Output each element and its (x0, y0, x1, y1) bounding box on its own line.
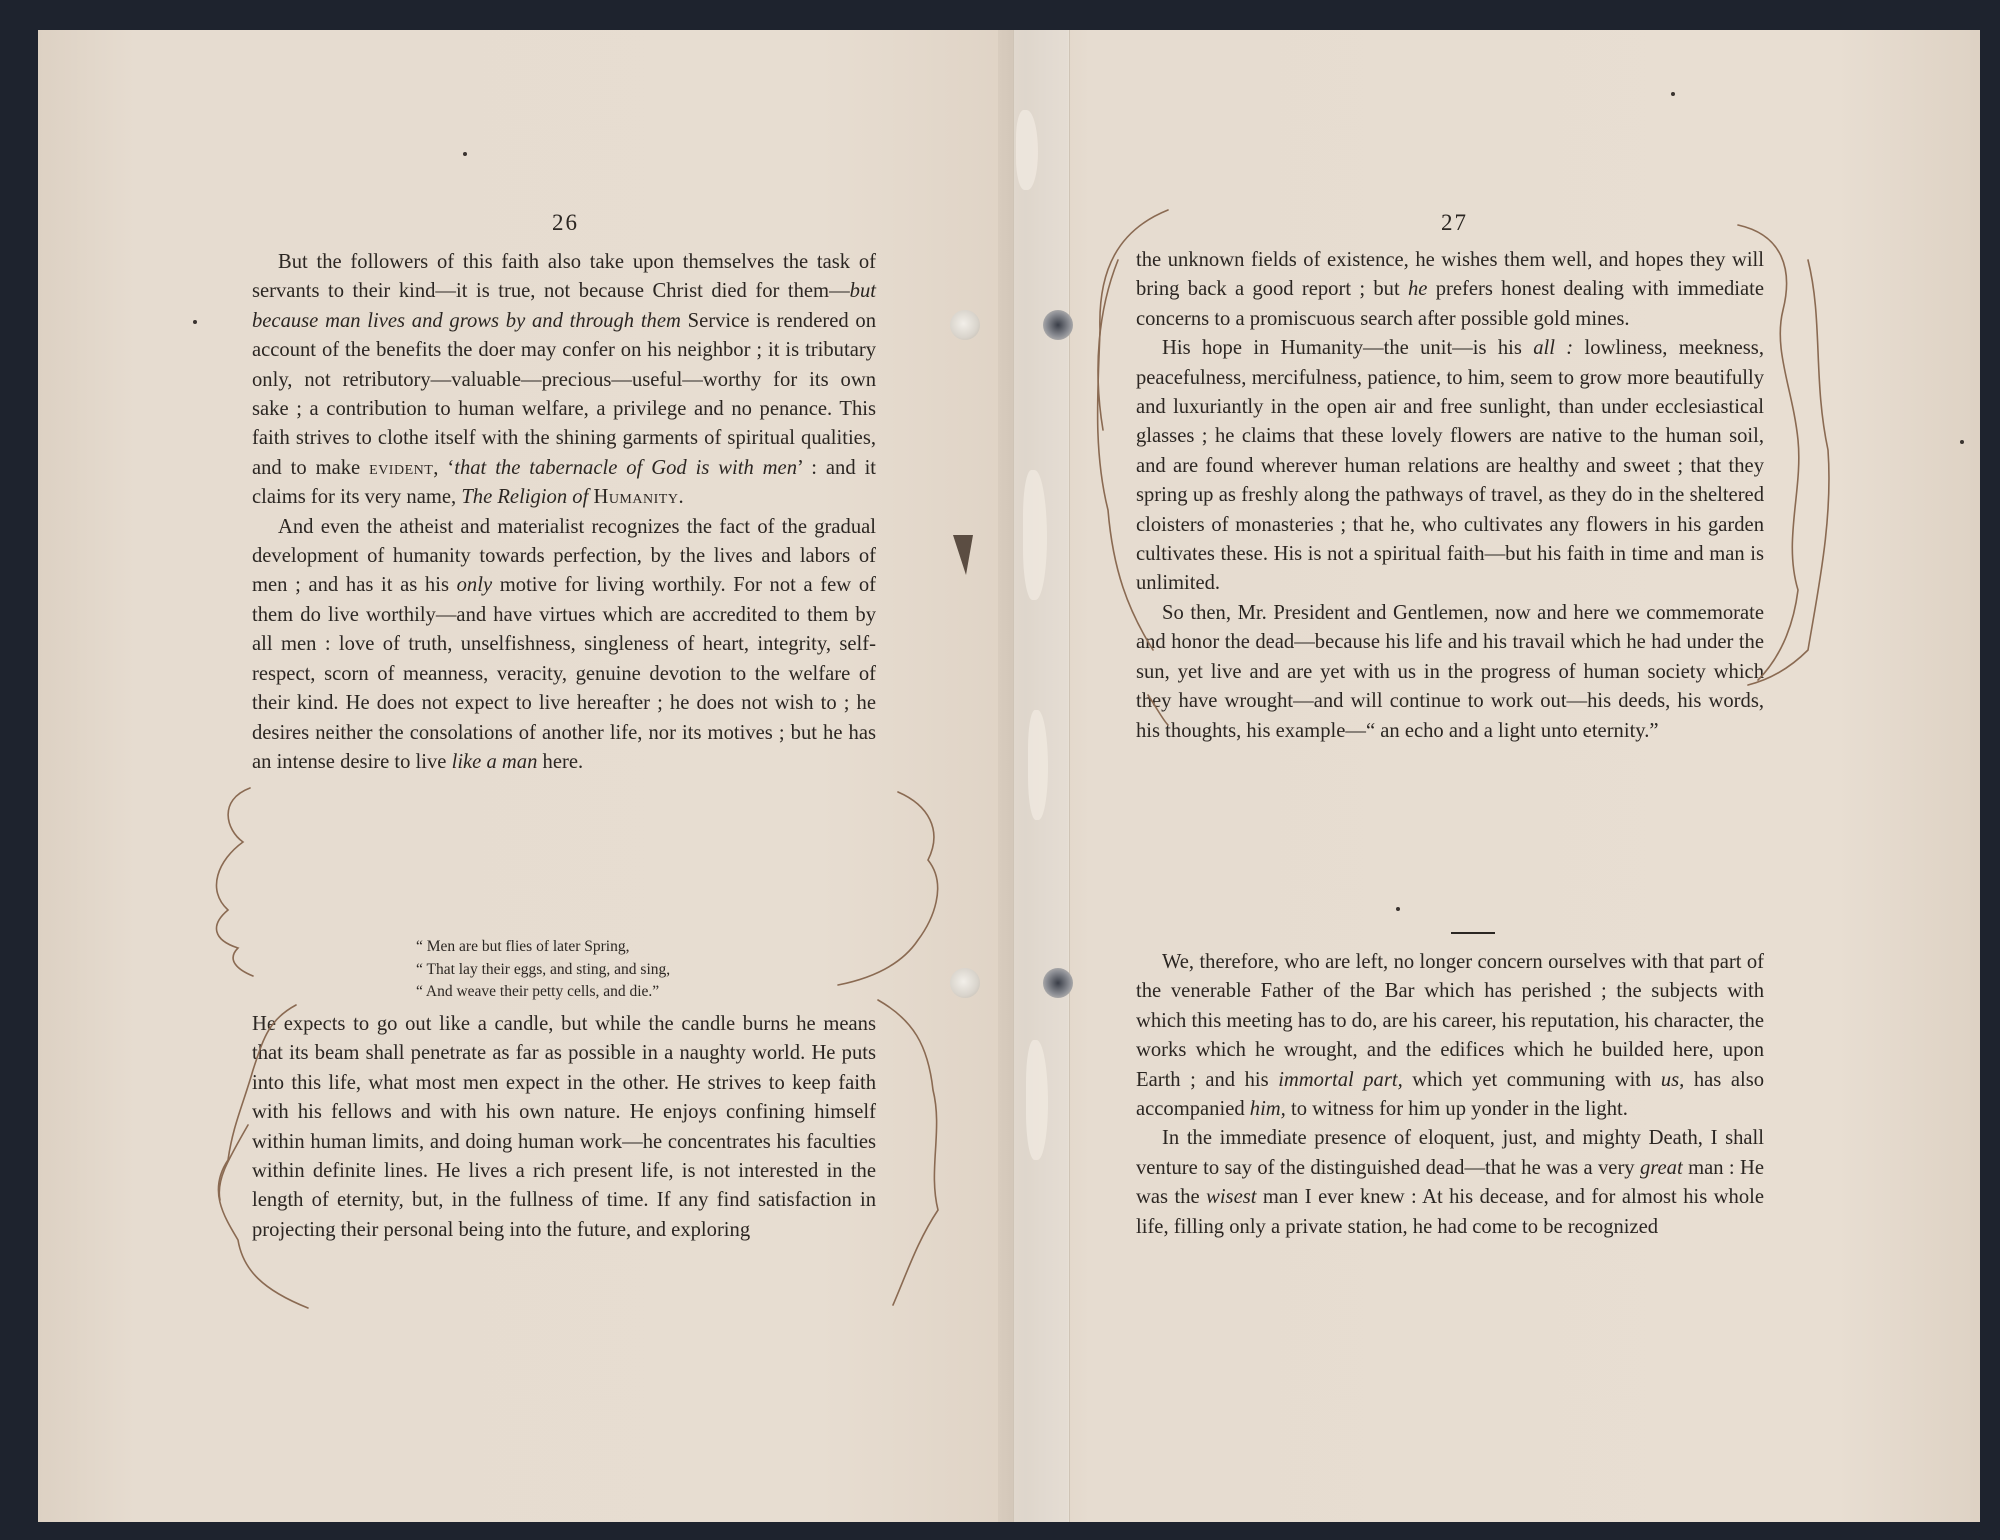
pencil-bracket (1748, 260, 1829, 685)
paragraph: So then, Mr. President and Gentlemen, now and here we commemorate and honor the dead—because his life and his travail which he had under the sun, yet live and are yet with us in the progress of human society which they have wrought—and will continue to work out—his deeds, his words, his thoughts, his example—“ an echo and a light unto eternity.” (1136, 601, 1764, 742)
paragraph: He expects to go out like a candle, but while the candle burns he means that its beam shall penetrate as far as possible in a naughty world. He puts into this life, what most men expect in the other. He strives to keep faith with his fellows and with his own nature. He enjoys confining himself within human limits, and doing human work—he concentrates his faculties within definite lines. He lives a rich present life, is not interested in the length of eternity, but, in the fullness of time. If any find satisfaction in projecting their personal being into the future, and exploring (252, 1013, 876, 1241)
gutter-tear (953, 535, 973, 575)
book-spread (38, 30, 1980, 1522)
pencil-bracket (216, 788, 253, 976)
pencil-bracket (1738, 225, 1799, 680)
pencil-bracket (838, 792, 938, 985)
paragraph: In the immediate presence of eloquent, just, and mighty Death, I shall venture to say of the distinguished dead—that he was a very great man : He was the wisest man I ever knew : At his decease, and for almost his whole life, filling only a private station, he had come to be recognized (1136, 1127, 1765, 1238)
pencil-bracket (1098, 260, 1118, 430)
pencil-bracket (1098, 210, 1168, 650)
paragraph: the unknown fields of existence, he wishes them well, and hopes they will bring back a good report ; but he prefers honest dealing with immediate concerns to a promiscuous search after possible gold mines. (1136, 249, 1764, 330)
poem-line: “ And weave their petty cells, and die.” (416, 983, 660, 1000)
paragraph: His hope in Humanity—the unit—is his all : lowliness, meekness, peacefulness, mercifulness, patience, to him, seem to grow more beautifully and luxuriantly in the open air and free sunlight, than under ecclesiastical glasses ; he claims that these lovely flowers are native to the human soil, and are found wherever human relations are healthy and sweet ; that they spring up as freshly along the pathways of travel, as they do in the sheltered cloisters of monasteries ; that he, who cultivates any flowers in his garden cultivates these. His is not a spiritual faith—but his faith in time and man is unlimited. (1136, 337, 1764, 595)
poem-line: “ That lay their eggs, and sting, and sing, (416, 960, 671, 978)
paragraph: But the followers of this faith also take upon themselves the task of servants to their kind—it is true, not because Christ died for them—but because man lives and grows by and through them Service is rendered on account of the benefits the doer may confer on his neighbor ; it is tributary only, not retributory—valuable—precious—useful—worthy for its own sake ; a contribution to human welfare, a privilege and no penance. This faith strives to clothe itself with the shining garments of spiritual qualities, and to make evident, ‘that the tabernacle of God is with men’ : and it claims for its very name, The Religion of Humanity. (252, 251, 877, 509)
pencil-bracket (219, 1125, 248, 1200)
page-number-left: 26 (552, 210, 579, 235)
pencil-bracket-marks (38, 30, 1980, 1522)
paragraph: And even the atheist and materialist recognizes the fact of the gradual development of humanity towards perfection, by the lives and labors of men ; and has it as his only motive for living worthily. For not a few of them do live worthily—and have virtues which are accredited to them by all men : love of truth, unselfishness, singleness of heart, integrity, self-respect, scorn of meanness, veracity, genuine devotion to the welfare of their kind. He does not expect to live hereafter ; he does not wish to ; he desires neither the consolations of another life, nor its motives ; but he has an intense desire to live like a man here. (252, 515, 876, 773)
poem-line: “ Men are but flies of later Spring, (416, 938, 630, 955)
pencil-bracket (1148, 695, 1168, 725)
paragraph: We, therefore, who are left, no longer concern ourselves with that part of the venerable Father of the Bar which has perished ; the subjects with which this meeting has to do, are his career, his reputation, his character, the works which he wrought, and the edifices which he builded here, upon Earth ; and his immortal part, which yet communing with us, has also accompanied him, to witness for him up yonder in the light. (1136, 951, 1765, 1121)
page-number-right: 27 (1441, 210, 1468, 235)
pencil-bracket (878, 1000, 938, 1305)
pencil-bracket (218, 1005, 308, 1308)
